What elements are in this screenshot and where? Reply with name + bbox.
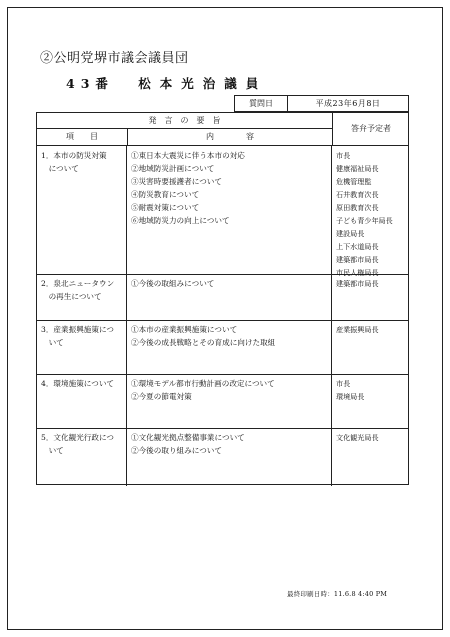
table-row bbox=[37, 374, 408, 429]
row-respondents-line: 建築都市局長 bbox=[336, 255, 379, 264]
party-title: ②公明党堺市議会議員団 bbox=[40, 51, 189, 66]
row-content-line: ①環境モデル都市行動計画の改定について bbox=[131, 379, 275, 388]
row-respondents bbox=[332, 428, 410, 486]
question-date-box bbox=[234, 95, 409, 112]
question-date-label: 質問日 bbox=[235, 96, 288, 111]
row-respondents-line: 文化観光局長 bbox=[336, 433, 379, 442]
row-respondents-line: 市長 bbox=[336, 379, 351, 388]
row-respondents-line: 産業振興局長 bbox=[336, 325, 379, 334]
row-content-line: ②今夏の節電対策 bbox=[131, 392, 192, 401]
row-content bbox=[127, 374, 332, 428]
table-row bbox=[37, 274, 408, 321]
row-respondents bbox=[332, 320, 410, 374]
row-content-line: ②今後の成長戦略とその育成に向けた取組 bbox=[131, 338, 276, 347]
row-item-line: いて bbox=[41, 338, 64, 347]
row-content-line: ⑥地域防災力の向上について bbox=[131, 216, 230, 225]
row-item bbox=[37, 274, 127, 320]
table-row bbox=[37, 146, 408, 275]
row-item bbox=[37, 374, 127, 428]
row-content-line: ③災害時要援護者について bbox=[131, 177, 222, 186]
row-item-line: いて bbox=[41, 446, 64, 455]
row-content bbox=[127, 428, 332, 486]
question-table bbox=[36, 112, 409, 485]
table-header bbox=[37, 113, 408, 146]
row-respondents-line: 子ども青少年局長 bbox=[336, 216, 393, 225]
row-item bbox=[37, 428, 127, 486]
row-content-line: ①本市の産業振興施策について bbox=[131, 325, 238, 334]
table-row bbox=[37, 428, 408, 486]
row-respondents-line: 上下水道局長 bbox=[336, 242, 379, 251]
row-respondents-line: 建築都市局長 bbox=[336, 279, 379, 288]
question-date-value: 平成23年6月8日 bbox=[315, 99, 381, 108]
header-respondent: 答弁予定者 bbox=[351, 124, 391, 133]
row-respondents-line: 原田教育次長 bbox=[336, 203, 379, 212]
row-content-line: ①文化観光拠点整備事業について bbox=[131, 433, 245, 442]
row-respondents-line: 危機管理監 bbox=[336, 177, 372, 186]
row-respondents-line: 環境局長 bbox=[336, 392, 365, 401]
row-content-line: ⑤耐震対策について bbox=[131, 203, 200, 212]
row-content-line: ②今後の取り組みについて bbox=[131, 446, 222, 455]
header-item: 項 目 bbox=[37, 129, 128, 145]
row-content-line: ②地域防災計画について bbox=[131, 164, 215, 173]
table-row bbox=[37, 320, 408, 375]
speaker-number: 43番 bbox=[66, 76, 114, 91]
row-item-line: の再生について bbox=[41, 292, 102, 301]
row-respondents bbox=[332, 274, 410, 320]
speaker-name: 松本光治議員 bbox=[138, 76, 268, 91]
row-item bbox=[37, 146, 127, 274]
row-item-line: 5．文化観光行政につ bbox=[41, 433, 115, 442]
header-overview: 発 言 の 要 旨 bbox=[37, 113, 332, 129]
row-item-line: 4．環境施策について bbox=[41, 379, 115, 388]
header-content: 内 容 bbox=[206, 132, 254, 141]
row-respondents-line: 石井教育次長 bbox=[336, 190, 379, 199]
row-content-line: ①今後の取組みについて bbox=[131, 279, 215, 288]
row-respondents-line: 建設局長 bbox=[336, 229, 365, 238]
header-overview-block bbox=[37, 113, 333, 145]
row-respondents bbox=[332, 146, 410, 277]
row-item-line: について bbox=[41, 164, 79, 173]
row-content-line: ①東日本大震災に伴う本市の対応 bbox=[131, 151, 245, 160]
row-item-line: 2．泉北ニュータウン bbox=[41, 279, 115, 288]
row-item bbox=[37, 320, 127, 374]
row-content-line: ④防災教育について bbox=[131, 190, 200, 199]
speaker-line bbox=[66, 74, 267, 92]
row-respondents-line: 市長 bbox=[336, 151, 351, 160]
last-printed-timestamp: 最終印刷日時：11.6.8 4:40 PM bbox=[287, 590, 388, 598]
row-respondents bbox=[332, 374, 410, 428]
row-respondents-line: 健康福祉局長 bbox=[336, 164, 379, 173]
row-content bbox=[127, 274, 332, 320]
row-respondents-line: 市民人権局長 bbox=[336, 268, 379, 277]
row-content bbox=[127, 320, 332, 374]
row-item-line: 3．産業振興施策につ bbox=[41, 325, 115, 334]
row-content bbox=[127, 146, 332, 274]
row-item-line: 1．本市の防災対策 bbox=[41, 151, 107, 160]
